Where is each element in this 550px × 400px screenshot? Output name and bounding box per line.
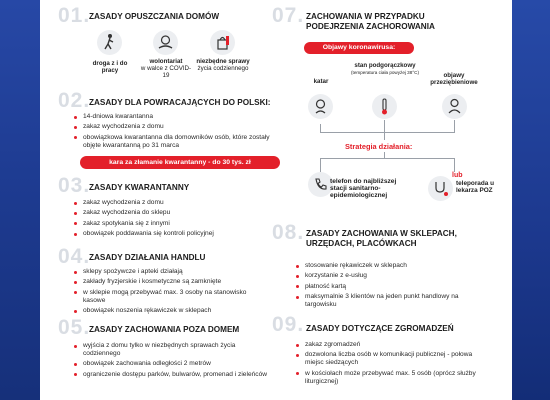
section-03-list <box>74 199 274 241</box>
strategy-phone: telefon do najbliższej stacji sanitarno-epidemiologicznej <box>330 178 397 199</box>
list-item: wyjścia z domu tylko w niezbędnych sprawach życia codziennego <box>74 342 274 358</box>
list-item: zakaz spotykania się z innymi <box>74 220 274 228</box>
section-number-07: 07. <box>272 4 305 27</box>
shopping-bag-icon <box>210 30 235 55</box>
flow-line <box>384 120 385 132</box>
list-item: obowiązek zachowania odległości 2 metrów <box>74 360 274 368</box>
list-item: zakaz wychodzenia do sklepu <box>74 209 274 217</box>
section-title-02: ZASADY DLA POWRACAJĄCYCH DO POLSKI: <box>89 98 271 107</box>
section-title-07: ZACHOWANIA W PRZYPADKU PODEJRZENIA ZACHOROWANIA <box>306 12 435 31</box>
section-title-08: ZASADY ZACHOWANIA W SKLEPACH, URZĘDACH, PLACÓWKACH <box>306 229 457 248</box>
section-number-01: 01. <box>58 4 91 27</box>
section-04-list <box>74 268 264 318</box>
list-item: 14-dniowa kwarantanna <box>74 113 274 121</box>
walking-person-icon <box>97 30 122 55</box>
section-title-05: ZASADY ZACHOWANIA POZA DOMEM <box>89 325 240 334</box>
section-number-05: 05. <box>58 316 91 339</box>
flow-line <box>384 152 385 158</box>
list-item: obowiązek poddawania się kontroli policyjnej <box>74 230 274 238</box>
flow-line <box>454 120 455 132</box>
section-number-08: 08. <box>272 221 305 244</box>
list-item: korzystanie z e-usług <box>296 272 481 280</box>
icon-caption-volunteer: wolontariat w walce z COVID-19 <box>140 58 192 80</box>
stethoscope-icon <box>428 176 453 201</box>
list-item: zakaz zgromadzeń <box>296 341 481 349</box>
section-09-list <box>296 341 481 388</box>
symptoms-badge: Objawy koronawirusa: <box>304 42 414 54</box>
list-item: stosowanie rękawiczek w sklepach <box>296 262 481 270</box>
flow-line <box>320 158 321 172</box>
penalty-badge: kara za złamanie kwarantanny - do 30 tys. zł <box>80 156 280 169</box>
flow-line <box>320 132 455 133</box>
helping-hands-icon <box>153 30 178 55</box>
list-item: w sklepie mogą przebywać max. 3 osoby na stanowisko kasowe <box>74 289 264 305</box>
flow-line <box>454 158 455 172</box>
background-left <box>0 0 40 400</box>
symptom-label-fever: stan podgorączkowy (temperatura ciała powyżej 38°C) <box>351 62 419 75</box>
list-item: płatność kartą <box>296 283 481 291</box>
icon-caption-work: droga z i do pracy <box>92 60 128 75</box>
section-number-02: 02. <box>58 89 91 112</box>
icon-caption-errands: niezbędne sprawy życia codziennego <box>196 58 250 73</box>
symptom-label-cold: katar <box>313 78 329 85</box>
section-02-list <box>74 113 274 152</box>
list-item: dozwolona liczba osób w komunikacji publicznej - połowa miejsc siedzących <box>296 351 481 367</box>
list-item: obowiązek noszenia rękawiczek w sklepach <box>74 307 264 315</box>
section-number-09: 09. <box>272 313 305 336</box>
strategy-telemed: teleporada u lekarza POZ <box>456 180 494 194</box>
list-item: zakaz wychodzenia z domu <box>74 123 274 131</box>
section-number-03: 03. <box>58 174 91 197</box>
section-title-04: ZASADY DZIAŁANIA HANDLU <box>89 253 206 262</box>
list-item: zakaz wychodzenia z domu <box>74 199 274 207</box>
flow-line <box>384 132 385 140</box>
section-title-01: ZASADY OPUSZCZANIA DOMÓW <box>89 12 220 21</box>
section-08-list <box>296 262 481 312</box>
sick-person-icon <box>442 94 467 119</box>
background-right <box>512 0 550 400</box>
strategy-label: Strategia działania: <box>345 142 413 151</box>
thermometer-icon <box>372 94 397 119</box>
section-05-list <box>74 342 274 381</box>
section-title-09: ZASADY DOTYCZĄCE ZGROMADZEŃ <box>306 324 454 333</box>
section-number-04: 04. <box>58 245 91 268</box>
strategy-or: lub <box>452 172 463 179</box>
symptom-label-flu: objawy przeziębieniowe <box>430 72 478 86</box>
list-item: zakłady fryzjerskie i kosmetyczne są zamknięte <box>74 278 264 286</box>
flow-line <box>320 158 455 159</box>
list-item: w kościołach może przebywać max. 5 osób (oprócz służby liturgicznej) <box>296 370 481 386</box>
list-item: ograniczenie dostępu parków, bulwarów, promenad i zieleńców <box>74 371 274 379</box>
flow-line <box>320 124 321 132</box>
list-item: maksymalnie 3 klientów na jeden punkt handlowy na targowisku <box>296 293 481 309</box>
list-item: obowiązkowa kwarantanna dla domowników osób, które zostały objęte kwarantanną po 31 marca <box>74 134 274 150</box>
sneeze-icon <box>308 94 333 119</box>
list-item: sklepy spożywcze i apteki działają <box>74 268 264 276</box>
section-title-03: ZASADY KWARANTANNY <box>89 183 190 192</box>
